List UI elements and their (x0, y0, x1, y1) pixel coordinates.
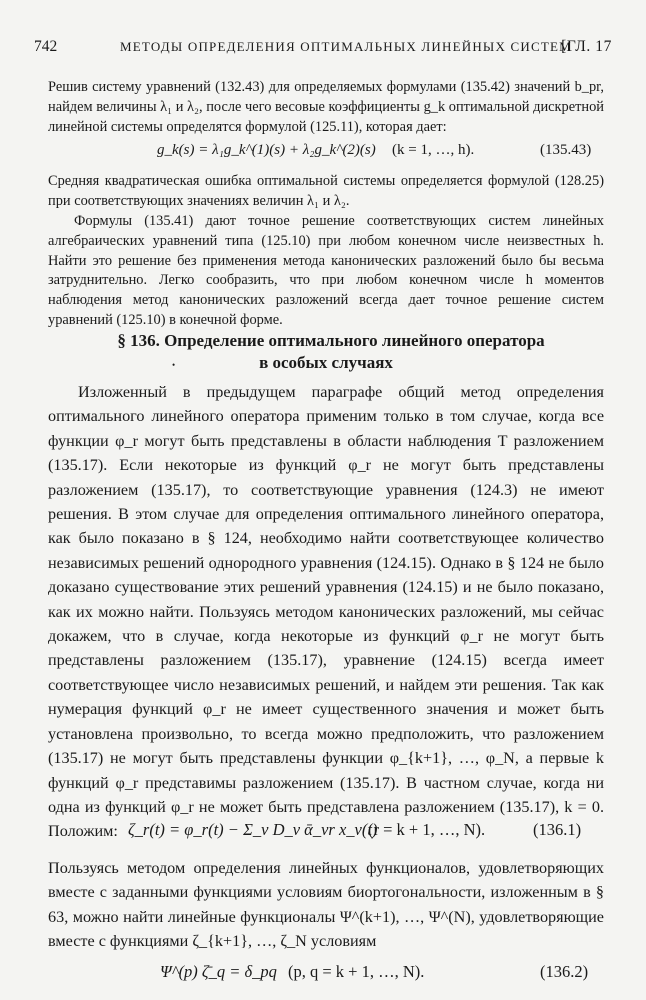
equation-136-2: Ψ^(p) ζ̄_q = δ_pq (160, 962, 277, 981)
running-title: МЕТОДЫ ОПРЕДЕЛЕНИЯ ОПТИМАЛЬНЫХ ЛИНЕЙНЫХ СИСТЕМ (120, 39, 572, 54)
running-header (34, 38, 612, 60)
intro-p3-text: Формулы (135.41) дают точное решение соответствующих систем линейных алгебраических уравнений типа (125.10) при любом конечном числе неизвестных h. Найти это решение без применения метода канонических разложений было бы весьма затруднительно. Легко сообразить, что при любом конечном числе h моментов наблюдения метод канонических разложений всегда дает точное решение систем уравнений (125.10) в конечной форме. (48, 213, 604, 328)
section-title-line-1: § 136. Определение оптимального линейного оператора (117, 331, 545, 350)
body-p1-text: Изложенный в предыдущем параграфе общий метод определения оптимального линейного оператора применим только в том случае, когда все функции φ_r могут быть представлены в области наблюдения T разложением (135.17). Если некоторые из функций φ_r не могут быть представлены разложением (135.17), то соответствующие уравнения (124.3) не имеют решения. В этом случае для определения оптимального линейного оператора, как было показано в § 124, необходимо найти соответствующее количество независимых решений однородного уравнения (124.15). Однако в § 124 не было доказано существование этих решений уравнения (124.15) и не было показано, как их можно найти. Пользуясь методом канонических разложений, мы сейчас докажем, что в случае, когда некоторые из функций φ_r не могут быть представлены разложением (135.17), уравнение (124.15) всегда имеет соответствующее число независимых решений, и найдем эти решения. Так как нумерация функций φ_r не имеет существенного значения и может быть установлена произвольно, то всегда можно предположить, что разложением (135.17) не могут быть представлены функции φ_{k+1}, …, φ_N, а первые k функций φ_r представимы разложением (135.17). В частном случае, когда ни одна из функций φ_r не может быть представлена разложением (135.17), k = 0. Положим: (48, 383, 604, 841)
intro-p2-text: Средняя квадратическая ошибка оптимальной системы определяется формулой (128.25) при соответствующих значениях величин λ₁ и λ₂. (48, 173, 604, 209)
chapter-label: [ГЛ. 17 (561, 38, 612, 55)
equation-136-1-number: (136.1) (533, 820, 582, 839)
section-heading (48, 330, 604, 374)
intro-paragraph-2 (48, 172, 604, 212)
body-p2-text: Пользуясь методом определения линейных функционалов, удовлетворяющих вместе с заданными функциями условиям биортогональности, изложенным в § 63, можно найти линейные функционалы Ψ^(k+1), …, Ψ^(N), удовлетворяющие вместе с функциями ζ_{k+1}, …, ζ_N условиям (48, 859, 604, 951)
intro-p1-text: Решив систему уравнений (132.43) для определяемых формулами (135.42) значений b_pr, найдем величины λ₁ и λ₂, после чего весовые коэффициенты g_k оптимальной дискретной линейной системы определятся формулой (125.11), которая дает: (48, 79, 604, 135)
page-number: 742 (34, 38, 58, 55)
equation-136-2-condition: (p, q = k + 1, …, N). (288, 962, 425, 981)
equation-136-1-condition: (r = k + 1, …, N). (368, 820, 486, 839)
intro-paragraph-3 (48, 212, 604, 331)
section-title-line-2: в особых случаях (259, 353, 393, 372)
section-marker: • (172, 360, 176, 370)
body-paragraph-2 (48, 856, 604, 954)
equation-136-2-number: (136.2) (540, 962, 589, 981)
equation-135-43-number: (135.43) (540, 142, 592, 158)
equation-135-43-condition: (k = 1, …, h). (392, 142, 475, 158)
equation-136-1: ζ_r(t) = φ_r(t) − Σ_ν D_ν ᾱ_νr x_ν(t) (128, 820, 378, 839)
intro-paragraph-1 (48, 78, 604, 137)
body-paragraph-1 (48, 380, 604, 844)
equation-135-43: g_k(s) = λ₁g_k^(1)(s) + λ₂g_k^(2)(s) (157, 142, 376, 158)
